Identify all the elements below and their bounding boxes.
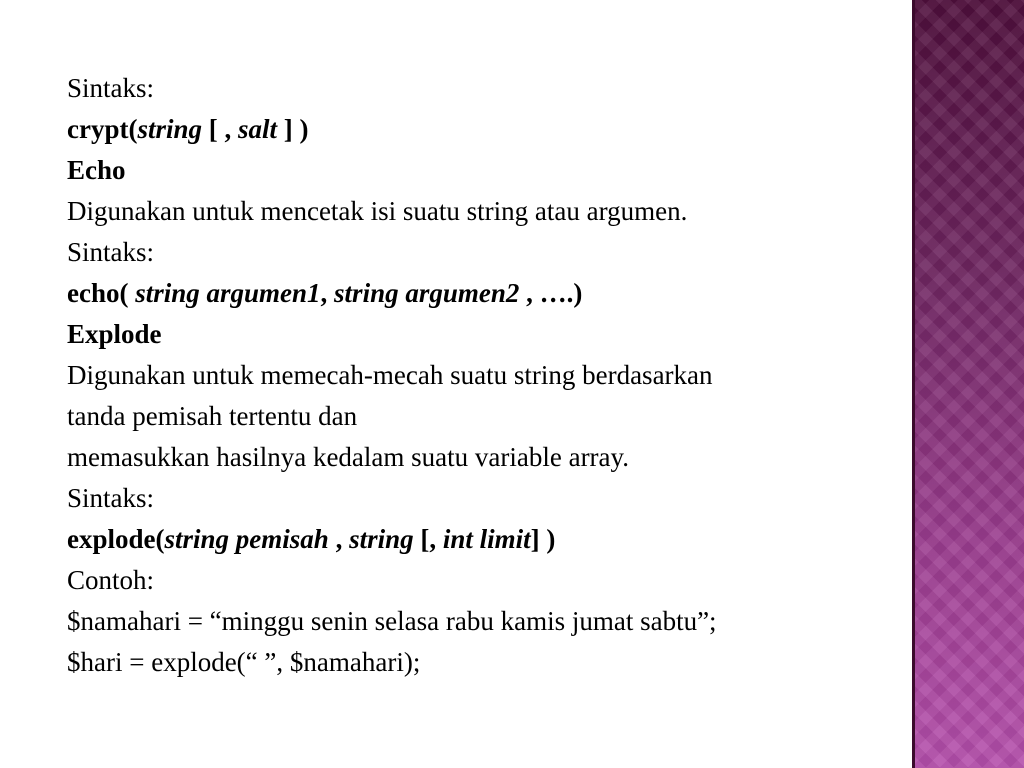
side-band-edge — [912, 0, 915, 768]
syntax-label-echo — [67, 232, 902, 273]
syntax-punct: ( — [155, 524, 165, 554]
text: Explode — [67, 319, 162, 349]
param: salt — [238, 114, 278, 144]
text: Digunakan untuk memecah-mecah suatu string berdasarkan — [67, 360, 713, 390]
text: Contoh: — [67, 565, 155, 595]
syntax-punct: , — [320, 278, 335, 308]
example-code-2 — [67, 642, 902, 683]
explode-description-3 — [67, 437, 902, 478]
text: Sintaks: — [67, 483, 155, 513]
syntax-label-crypt — [67, 68, 902, 109]
text: Sintaks: — [67, 73, 155, 103]
crypt-syntax — [67, 109, 902, 150]
param: string — [349, 524, 414, 554]
text: Sintaks: — [67, 237, 155, 267]
function-name: explode — [67, 524, 156, 554]
syntax-label-explode — [67, 478, 902, 519]
syntax-punct: ( — [128, 114, 138, 144]
explode-syntax — [67, 519, 902, 560]
param: string — [137, 114, 203, 144]
function-name: echo — [67, 278, 120, 308]
syntax-punct: , ….) — [519, 278, 583, 308]
param: string pemisah — [164, 524, 329, 554]
syntax-punct: [, — [413, 524, 443, 554]
echo-description — [67, 191, 902, 232]
slide-content — [67, 68, 902, 683]
example-code-1 — [67, 601, 902, 642]
text: $namahari = “minggu senin selasa rabu kamis jumat sabtu”; — [67, 606, 717, 636]
param: int limit — [442, 524, 531, 554]
text: Digunakan untuk mencetak isi suatu string atau argumen. — [67, 196, 688, 226]
syntax-punct: , — [328, 524, 350, 554]
text: tanda pemisah tertentu dan — [67, 401, 358, 431]
syntax-punct: [ , — [202, 114, 239, 144]
heading-echo — [67, 150, 902, 191]
syntax-punct: ] ) — [530, 524, 556, 554]
example-label — [67, 560, 902, 601]
explode-description-1 — [67, 355, 902, 396]
text: $hari = explode(“ ”, $namahari); — [67, 647, 421, 677]
decorative-side-band — [912, 0, 1024, 768]
text: Echo — [67, 155, 126, 185]
heading-explode — [67, 314, 902, 355]
explode-description-2 — [67, 396, 902, 437]
syntax-punct: ( — [119, 278, 136, 308]
text: memasukkan hasilnya kedalam suatu variable array. — [67, 442, 630, 472]
syntax-punct: ] ) — [277, 114, 309, 144]
param: string argumen1 — [135, 278, 321, 308]
function-name: crypt — [67, 114, 129, 144]
echo-syntax — [67, 273, 902, 314]
param: string argumen2 — [334, 278, 520, 308]
